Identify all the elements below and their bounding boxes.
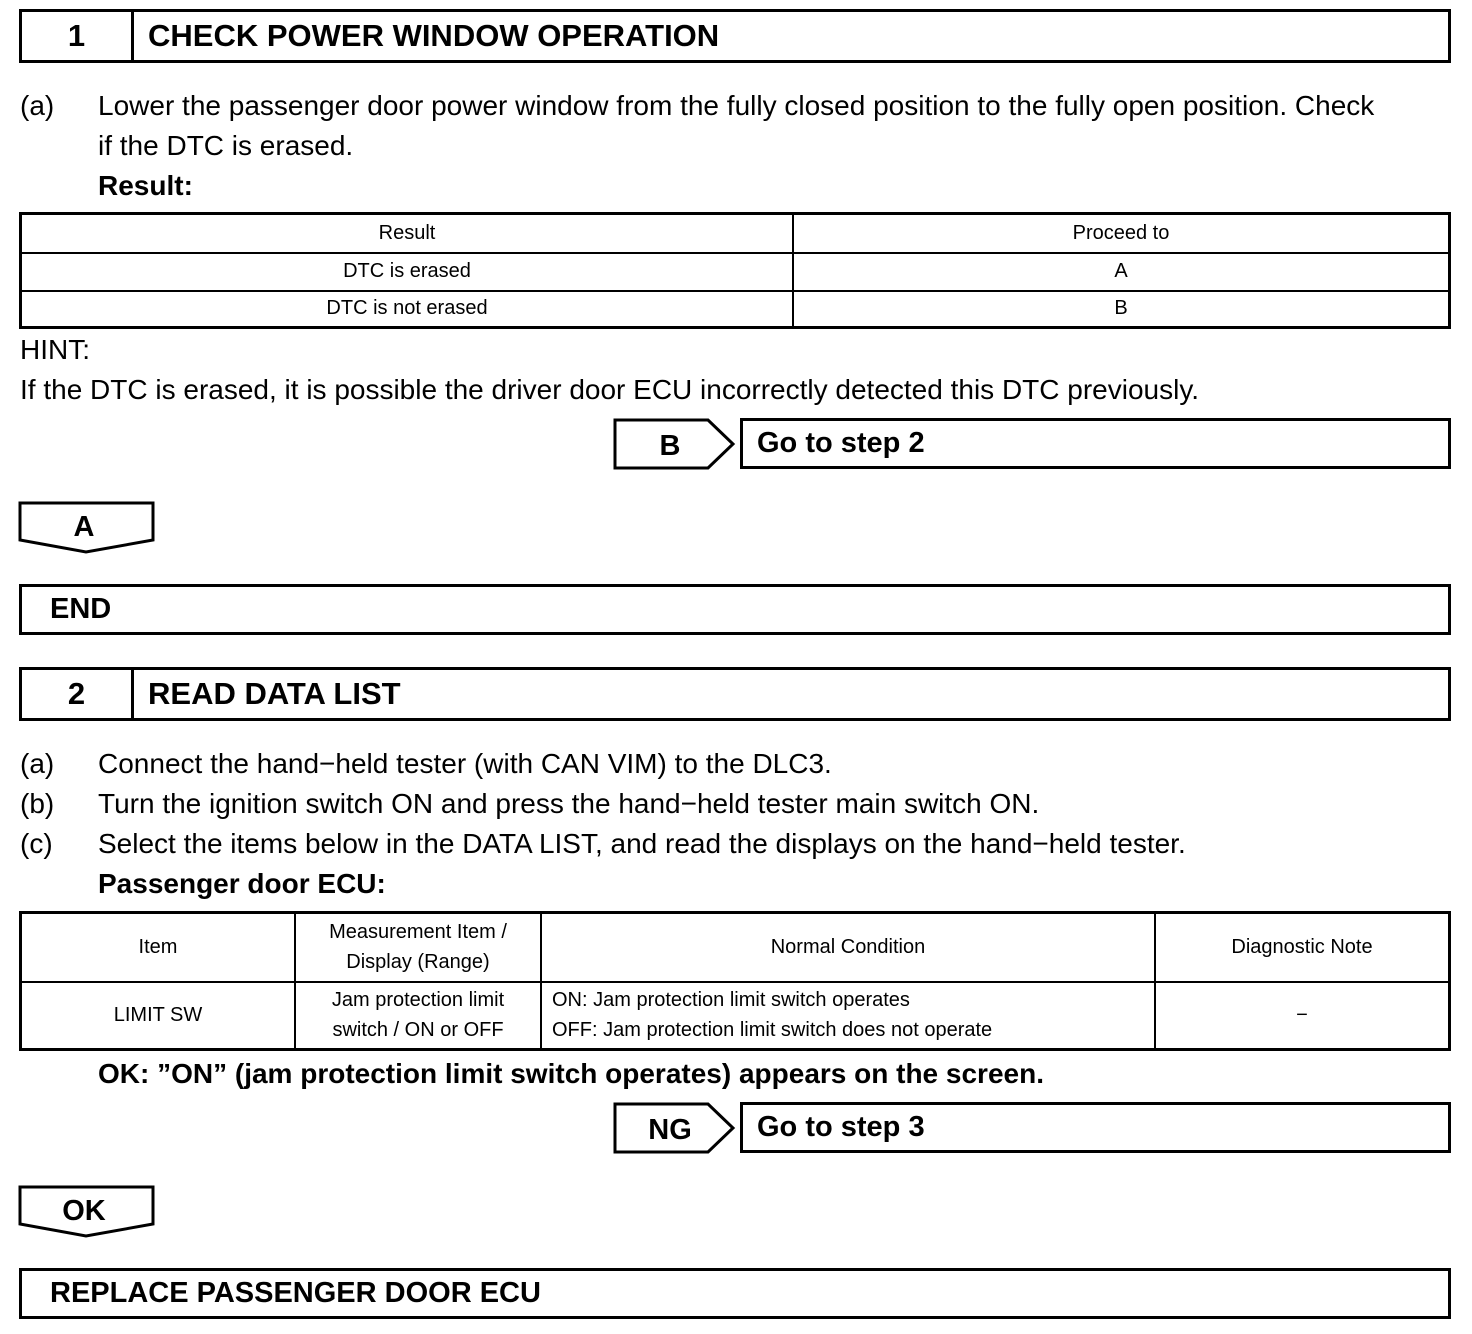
replace-ecu-box: REPLACE PASSENGER DOOR ECU xyxy=(19,1268,1451,1319)
branch-arrow-b xyxy=(612,417,738,471)
down-arrow-ok xyxy=(17,1184,157,1240)
down-label-a: A xyxy=(73,511,95,543)
step1-header xyxy=(19,9,1451,63)
table-header-note: Diagnostic Note xyxy=(1155,913,1450,982)
measurement-line2: switch / ON or OFF xyxy=(332,1019,504,1042)
down-label-ok: OK xyxy=(62,1195,106,1227)
hint-text: If the DTC is erased, it is possible the driver door ECU incorrectly detected this DTC previously. xyxy=(20,374,1200,405)
step2-a-label: (a) xyxy=(20,748,55,779)
step2-number: 2 xyxy=(22,670,134,718)
step2-header xyxy=(19,667,1451,721)
table-cell: A xyxy=(793,253,1450,291)
step1-result-heading: Result: xyxy=(98,170,193,201)
measurement-line1: Jam protection limit xyxy=(331,989,505,1012)
ok-condition-text: OK: ”ON” (jam protection limit switch operates) appears on the screen. xyxy=(98,1058,1044,1089)
step2-subheading: Passenger door ECU: xyxy=(98,868,386,899)
step1-a-line2: if the DTC is erased. xyxy=(98,130,354,161)
normal-line1: ON: Jam protection limit switch operates xyxy=(552,989,910,1012)
step2-c-label: (c) xyxy=(20,828,53,859)
table-header-normal: Normal Condition xyxy=(541,913,1155,982)
table-row xyxy=(21,253,1450,291)
table-cell: DTC is erased xyxy=(21,253,794,291)
hint-label: HINT: xyxy=(20,334,90,365)
table-cell-note: − xyxy=(1155,982,1450,1050)
step1-result-table xyxy=(19,212,1451,329)
goto-step3-box: Go to step 3 xyxy=(740,1102,1451,1153)
step1-a-label: (a) xyxy=(20,90,55,121)
step1-number: 1 xyxy=(22,12,134,60)
table-cell: DTC is not erased xyxy=(21,291,794,328)
table-cell-item: LIMIT SW xyxy=(21,982,296,1050)
down-arrow-a xyxy=(17,500,157,556)
measurement-header-line1: Measurement Item / xyxy=(329,921,507,944)
step2-c-text: Select the items below in the DATA LIST, and read the displays on the hand−held tester. xyxy=(98,828,1186,859)
data-list-table xyxy=(19,911,1451,1051)
step2-b-text: Turn the ignition switch ON and press the hand−held tester main switch ON. xyxy=(98,788,1040,819)
end-box: END xyxy=(19,584,1451,635)
table-header-proceed: Proceed to xyxy=(793,214,1450,253)
branch-label-b: B xyxy=(659,430,681,462)
normal-line2: OFF: Jam protection limit switch does not operate xyxy=(552,1019,993,1042)
table-cell: B xyxy=(793,291,1450,328)
step2-b-label: (b) xyxy=(20,788,55,819)
branch-arrow-ng xyxy=(612,1101,738,1155)
step2-a-text: Connect the hand−held tester (with CAN VIM) to the DLC3. xyxy=(98,748,832,779)
goto-step2-box: Go to step 2 xyxy=(740,418,1451,469)
table-header-item: Item xyxy=(21,913,296,982)
table-row xyxy=(21,982,1450,1050)
table-row xyxy=(21,291,1450,328)
branch-label-ng: NG xyxy=(648,1114,692,1146)
table-header-result: Result xyxy=(21,214,794,253)
step2-title: READ DATA LIST xyxy=(148,676,401,711)
step1-title: CHECK POWER WINDOW OPERATION xyxy=(148,18,720,53)
table-cell-measurement xyxy=(295,982,541,1050)
measurement-header-line2: Display (Range) xyxy=(346,951,490,974)
step1-a-line1: Lower the passenger door power window from the fully closed position to the fully open position. Check xyxy=(98,90,1375,121)
table-cell-normal xyxy=(541,982,1155,1050)
table-header-measurement xyxy=(295,913,541,982)
